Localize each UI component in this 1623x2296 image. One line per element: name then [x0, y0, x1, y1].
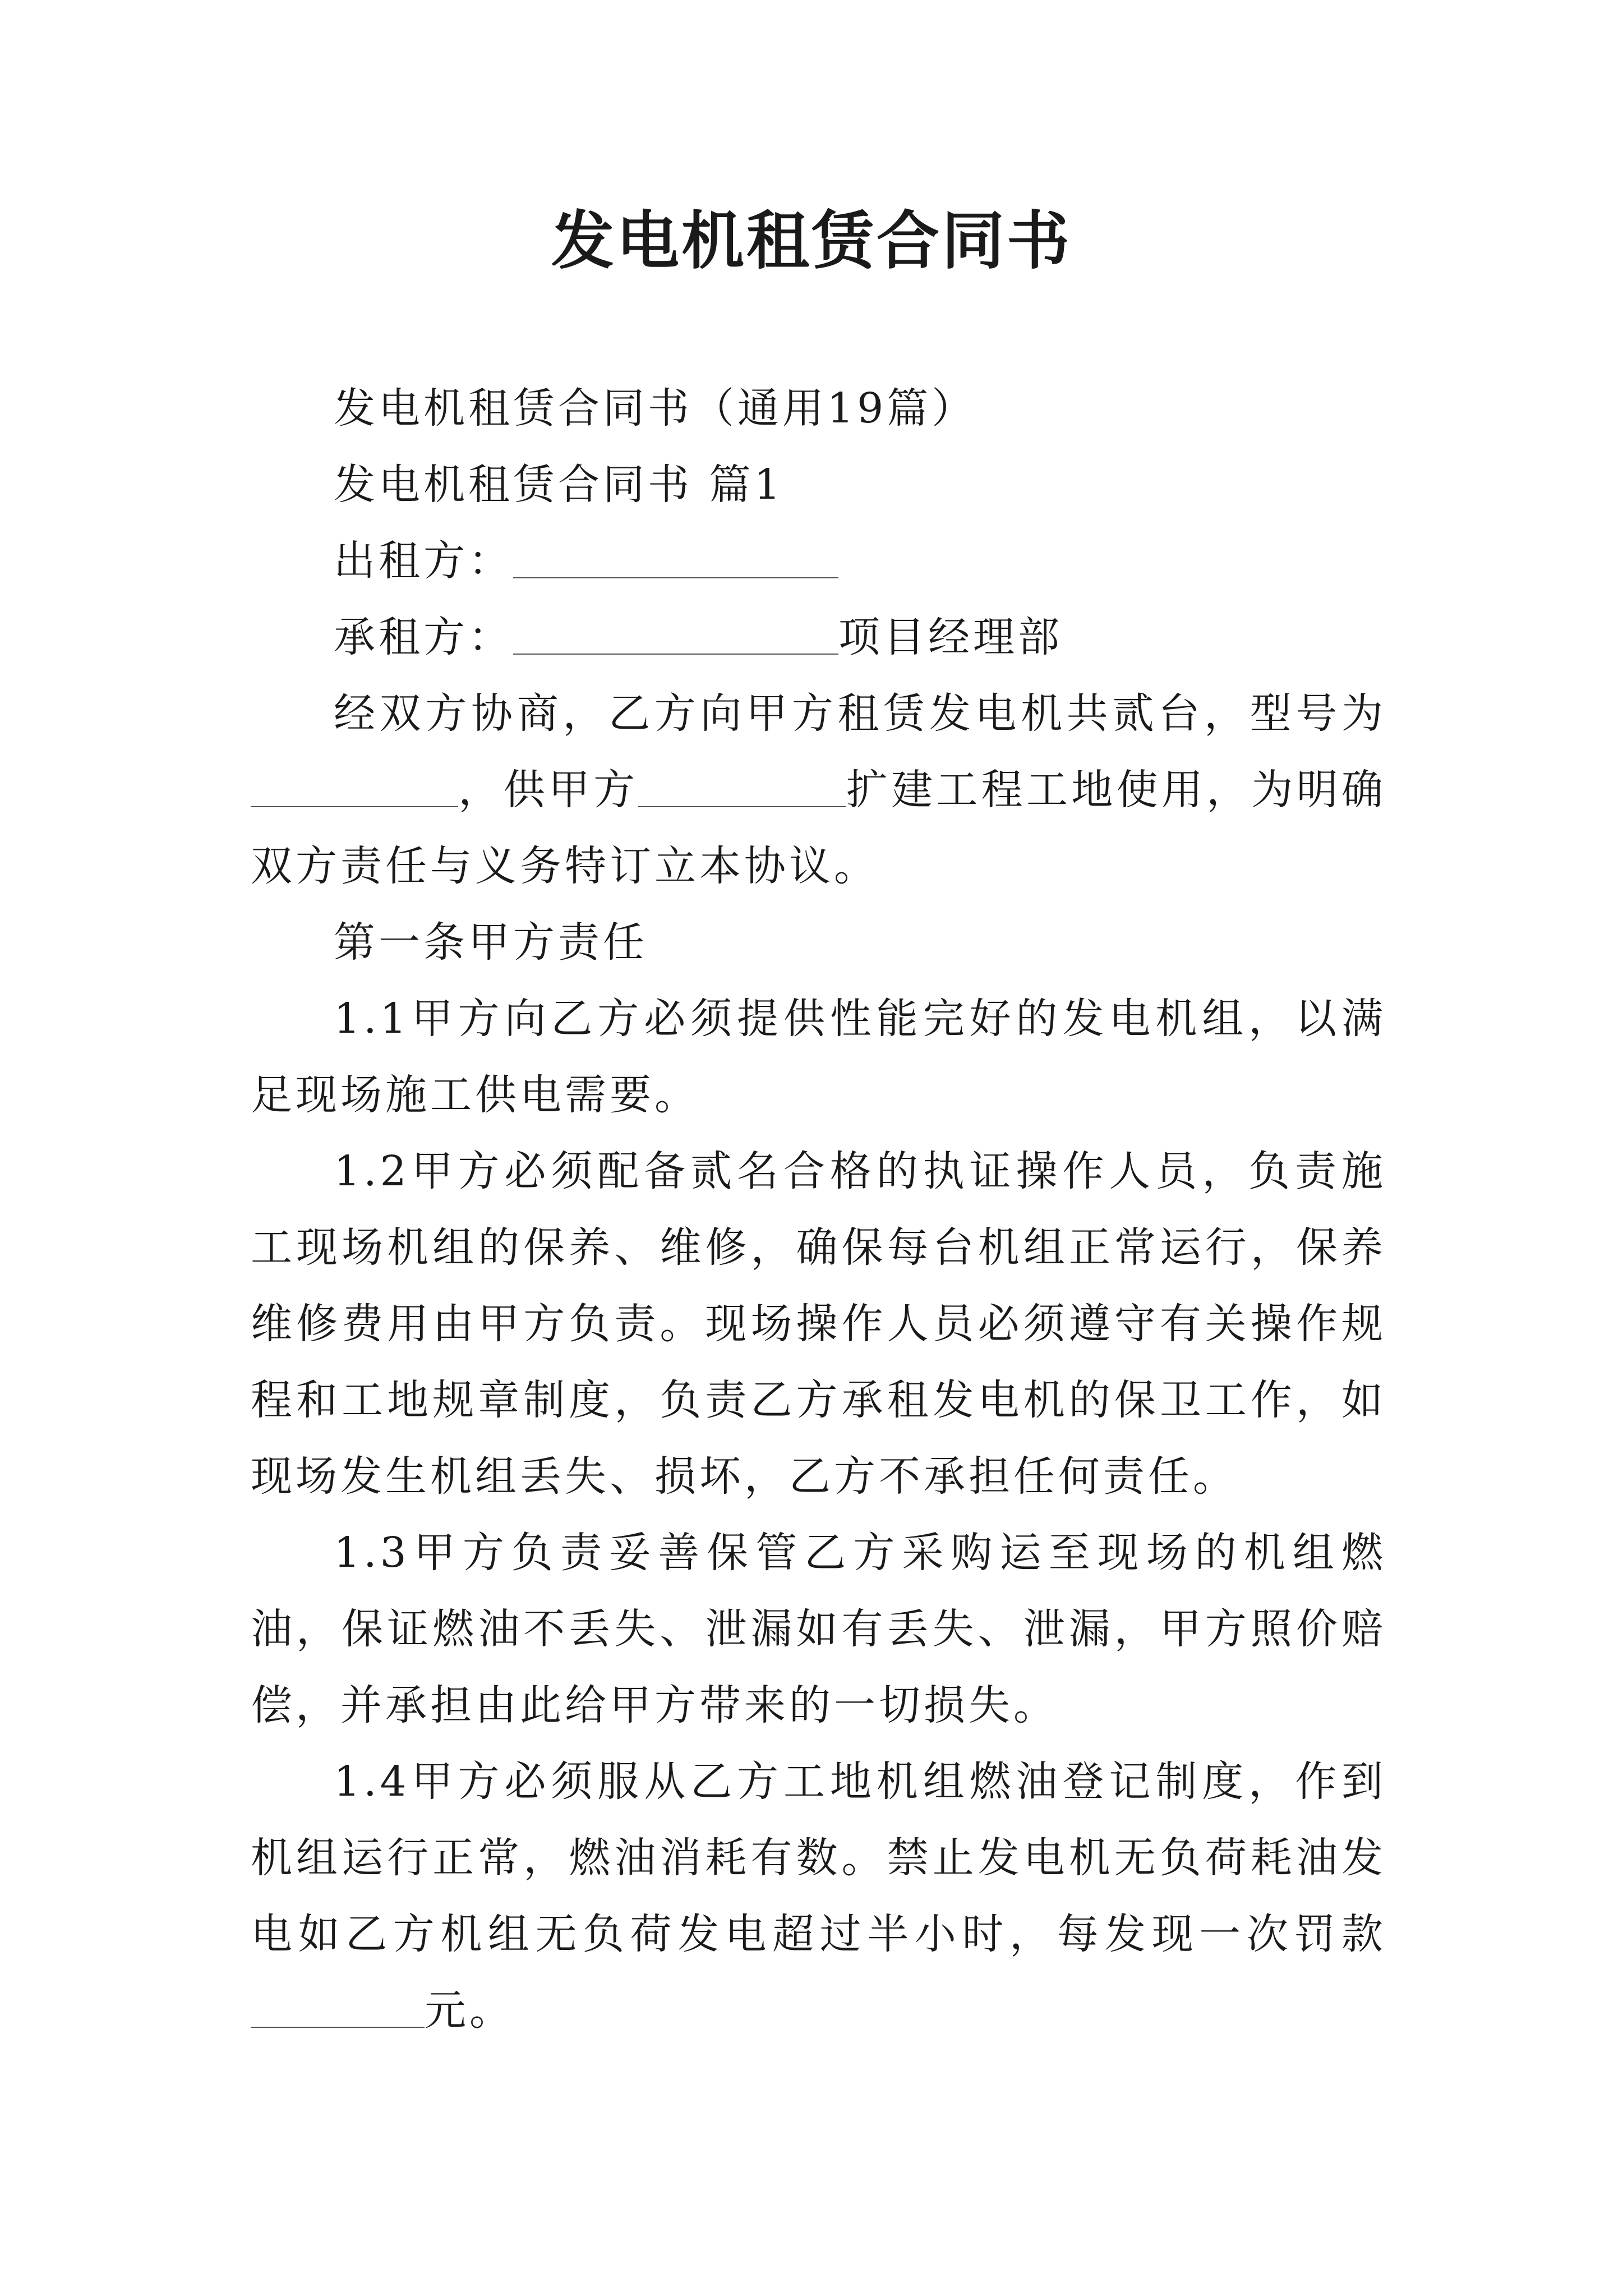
lessor-line [251, 523, 1386, 599]
clause-1-2: 1.2甲方必须配备贰名合格的执证操作人员，负责施工现场机组的保养、维修，确保每台机组正常运行，保养维修费用由甲方负责。现场操作人员必须遵守有关操作规程和工地规章制度，负责乙方承租发电机的保卫工作，如现场发生机组丢失、损坏，乙方不承担任何责任。 [251, 1147, 1386, 1501]
project-blank [638, 767, 846, 807]
intro-text-1: 经双方协商，乙方向甲方租赁发电机共贰台，型号为 [334, 689, 1386, 738]
clause-1-1: 1.1甲方向乙方必须提供性能完好的发电机组，以满足现场施工供电需要。 [251, 995, 1386, 1119]
model-blank [251, 767, 458, 807]
clause-1-4-text: 1.4甲方必须服从乙方工地机组燃油登记制度，作到机组运行正常，燃油消耗有数。禁止发电机无负荷耗油发电如乙方机组无负荷发电超过半小时，每发现一次罚款 [251, 1757, 1386, 1958]
lessor-blank [513, 538, 838, 578]
document-subtitle: 发电机租赁合同书（通用19篇） [334, 384, 977, 432]
document-title: 发电机租赁合同书 [551, 204, 1072, 278]
intro-paragraph [251, 675, 1386, 904]
clause-1-3: 1.3甲方负责妥善保管乙方采购运至现场的机组燃油，保证燃油不丢失、泄漏如有丢失、泄漏，甲方照价赔偿，并承担由此给甲方带来的一切损失。 [251, 1529, 1386, 1729]
fine-blank [251, 1987, 425, 2028]
lessee-line [251, 599, 1386, 675]
lessee-label: 承租方： [334, 613, 513, 661]
clause-1-4-suffix: 元。 [425, 1986, 514, 2035]
section-heading: 发电机租赁合同书 篇1 [334, 461, 784, 509]
lessee-blank [513, 614, 838, 655]
document-body [251, 370, 1386, 2049]
clause-1-4 [251, 1743, 1386, 2049]
lessor-label: 出租方： [334, 537, 513, 585]
article1-heading: 第一条甲方责任 [334, 918, 648, 967]
intro-text-2: ，供甲方 [458, 766, 639, 814]
intro-text-3: 扩建工程工地使用，为明确双方责任与义务特订立本协议。 [251, 766, 1387, 890]
lessee-suffix: 项目经理部 [838, 613, 1063, 661]
